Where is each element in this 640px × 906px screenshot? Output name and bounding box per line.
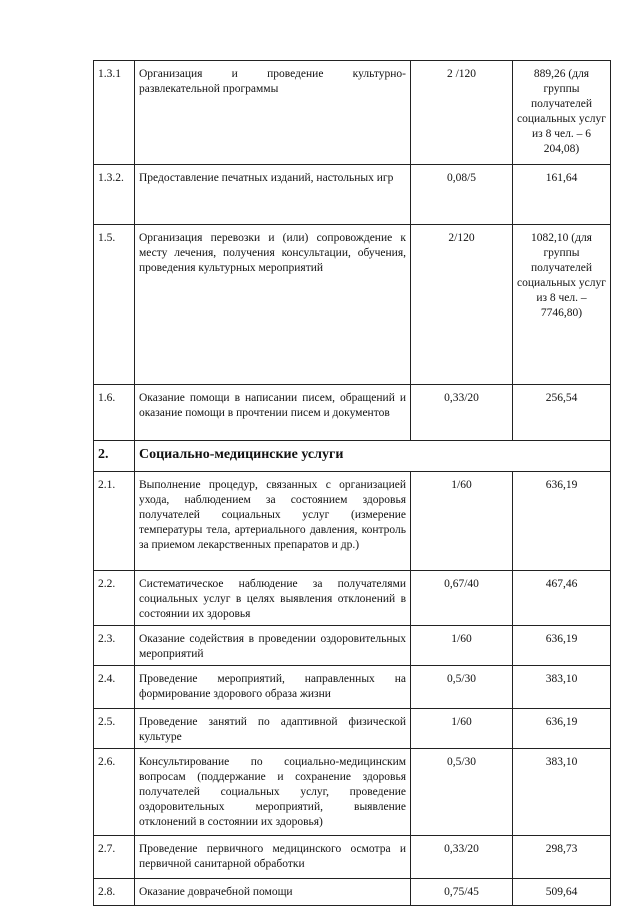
time-unit: 0,5/30 bbox=[411, 666, 513, 709]
row-number: 2.6. bbox=[94, 749, 135, 836]
table-row bbox=[94, 225, 611, 385]
service-name: Предоставление печатных изданий, настольных игр bbox=[135, 165, 411, 225]
row-number: 2.7. bbox=[94, 836, 135, 879]
table-row bbox=[94, 709, 611, 749]
service-price: 298,73 bbox=[513, 836, 611, 879]
service-name: Организация перевозки и (или) сопровождение к месту лечения, получения консультации, обучения, проведения культурных мероприятий bbox=[135, 225, 411, 385]
table-row bbox=[94, 165, 611, 225]
row-number: 2.3. bbox=[94, 626, 135, 666]
service-name: Выполнение процедур, связанных с организацией ухода, наблюдением за состоянием здоровья получателей социальных услуг (измерение температуры тела, артериального давления, контроль за приемом лекарственных препаратов и др.) bbox=[135, 472, 411, 571]
table-row bbox=[94, 61, 611, 165]
service-name: Оказание доврачебной помощи bbox=[135, 879, 411, 906]
row-number: 2.8. bbox=[94, 879, 135, 906]
service-name: Организация и проведение культурно-развлекательной программы bbox=[135, 61, 411, 165]
service-price: 889,26 (для группы получателей социальных услуг из 8 чел. – 6 204,08) bbox=[513, 61, 611, 165]
service-price: 161,64 bbox=[513, 165, 611, 225]
time-unit: 2/120 bbox=[411, 225, 513, 385]
table-row bbox=[94, 666, 611, 709]
section-number: 2. bbox=[94, 441, 135, 472]
service-name: Проведение первичного медицинского осмотра и первичной санитарной обработки bbox=[135, 836, 411, 879]
service-price: 467,46 bbox=[513, 571, 611, 626]
time-unit: 0,75/45 bbox=[411, 879, 513, 906]
row-number: 1.6. bbox=[94, 385, 135, 441]
section-title: Социально-медицинские услуги bbox=[135, 441, 611, 472]
section-header-row bbox=[94, 441, 611, 472]
service-price: 1082,10 (для группы получателей социальных услуг из 8 чел. – 7746,80) bbox=[513, 225, 611, 385]
time-unit: 1/60 bbox=[411, 626, 513, 666]
row-number: 1.3.2. bbox=[94, 165, 135, 225]
table-row bbox=[94, 879, 611, 906]
service-price: 636,19 bbox=[513, 472, 611, 571]
time-unit: 1/60 bbox=[411, 709, 513, 749]
row-number: 1.3.1 bbox=[94, 61, 135, 165]
service-name: Проведение мероприятий, направленных на формирование здорового образа жизни bbox=[135, 666, 411, 709]
time-unit: 0,33/20 bbox=[411, 836, 513, 879]
row-number: 1.5. bbox=[94, 225, 135, 385]
row-number: 2.4. bbox=[94, 666, 135, 709]
time-unit: 2 /120 bbox=[411, 61, 513, 165]
table-row bbox=[94, 472, 611, 571]
table-row bbox=[94, 749, 611, 836]
time-unit: 0,33/20 bbox=[411, 385, 513, 441]
services-table bbox=[93, 60, 611, 906]
service-name: Оказание помощи в написании писем, обращений и оказание помощи в прочтении писем и документов bbox=[135, 385, 411, 441]
service-price: 383,10 bbox=[513, 749, 611, 836]
row-number: 2.2. bbox=[94, 571, 135, 626]
table-row bbox=[94, 836, 611, 879]
time-unit: 0,67/40 bbox=[411, 571, 513, 626]
service-name: Консультирование по социально-медицинским вопросам (поддержание и сохранение здоровья получателей социальных услуг, проведение оздоровительных мероприятий, выявление отклонений в состоянии их здоровья) bbox=[135, 749, 411, 836]
service-price: 256,54 bbox=[513, 385, 611, 441]
table-row bbox=[94, 626, 611, 666]
service-price: 636,19 bbox=[513, 709, 611, 749]
table-row bbox=[94, 571, 611, 626]
service-name: Проведение занятий по адаптивной физической культуре bbox=[135, 709, 411, 749]
time-unit: 1/60 bbox=[411, 472, 513, 571]
service-name: Оказание содействия в проведении оздоровительных мероприятий bbox=[135, 626, 411, 666]
service-price: 636,19 bbox=[513, 626, 611, 666]
service-price: 509,64 bbox=[513, 879, 611, 906]
time-unit: 0,08/5 bbox=[411, 165, 513, 225]
service-price: 383,10 bbox=[513, 666, 611, 709]
time-unit: 0,5/30 bbox=[411, 749, 513, 836]
table-row bbox=[94, 385, 611, 441]
service-name: Систематическое наблюдение за получателями социальных услуг в целях выявления отклонений в состоянии их здоровья bbox=[135, 571, 411, 626]
row-number: 2.5. bbox=[94, 709, 135, 749]
row-number: 2.1. bbox=[94, 472, 135, 571]
